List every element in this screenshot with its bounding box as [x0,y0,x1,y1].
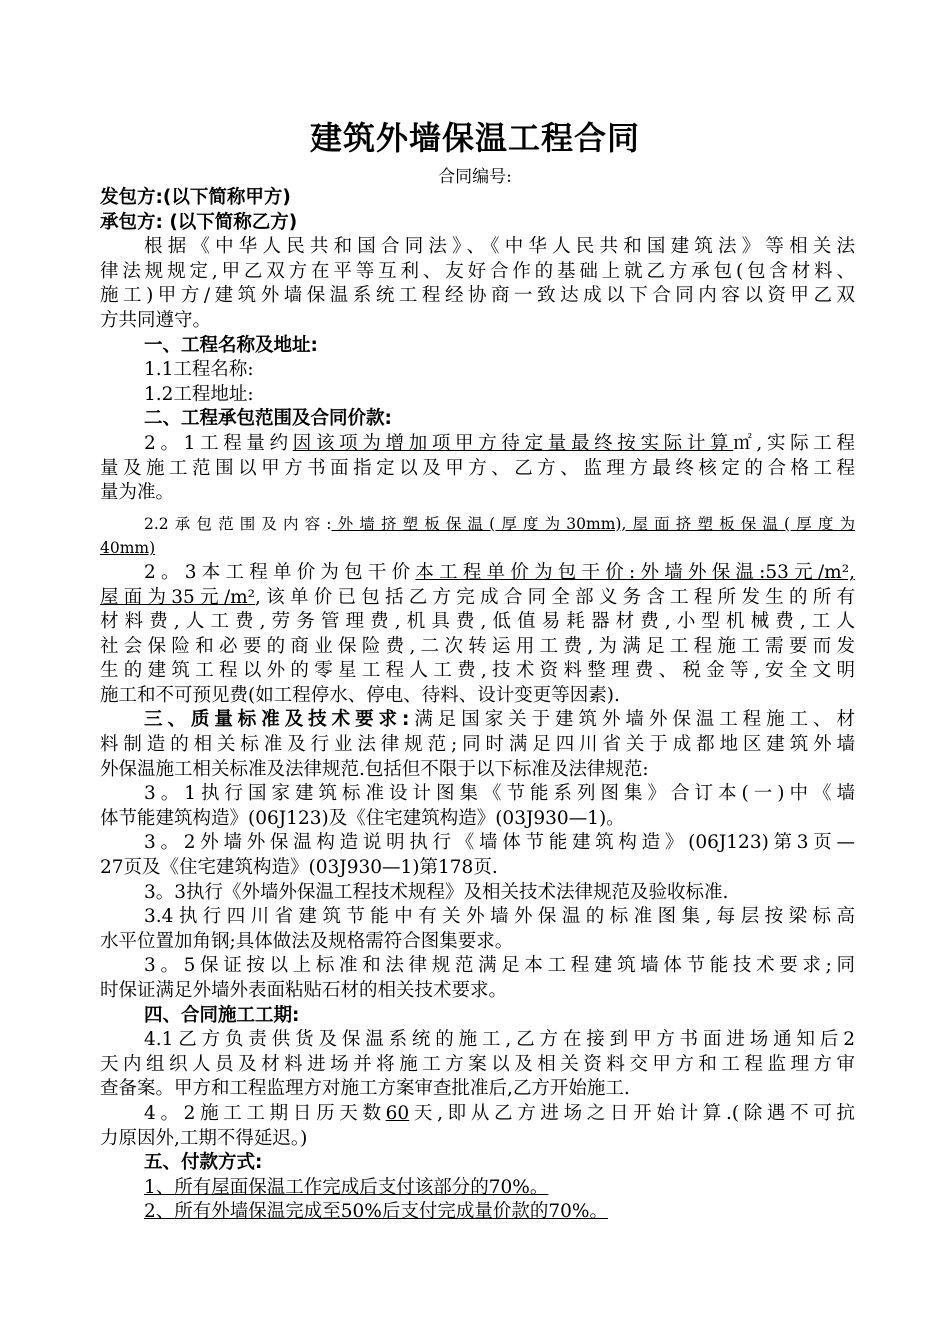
clause-2-2 [100,512,855,537]
underlined-text: 外墙挤塑板保温(厚度为30mm),屋面挤塑板保温(厚度为 [331,514,855,533]
clause-2-1 [100,432,855,457]
underlined-text: 屋面为35元/m² [100,586,256,608]
clause-line: 施工和不可预见费(如工程停水、停电、待料、设计变更等因素). [100,684,620,706]
clause-line: 时保证满足外墙外表面粘贴石材的相关技术要求。 [100,980,508,1001]
clause-line: 社会保险和必要的商业保险费,二次转运用工费,为满足工程施工需要而发 [100,635,855,657]
clause-line: 外保温施工相关标准及法律规范.包括但不限于以下标准及法律规范: [100,758,649,780]
clause-line: 3。1执行国家建筑标准设计图集《节能系列图集》合订本(一)中《墙 [144,783,855,805]
underlined-text: 因该项为增加项甲方待定量最终按实际计算 [292,432,734,454]
intro-line: 方共同遵守。 [100,309,212,331]
underlined-text: 本工程单价为包干价:外墙外保温:53元/m², [415,561,855,583]
section-heading: 三、质量标准及技术要求: [144,709,410,731]
clause-text: 满足国家关于建筑外墙外保温工程施工、材 [409,709,855,731]
clause-line: 3.4执行四川省建筑节能中有关外墙外保温的标准图集,每层按梁标高 [144,906,855,928]
section-heading: 一、工程名称及地址: [144,334,318,356]
underlined-text: 1、所有屋面保温工作完成后支付该部分的70%。 [144,1176,549,1198]
underlined-text: 2、所有外墙保温完成至50%后支付完成量价款的70%。 [144,1201,609,1223]
clause-line: 27页及《住宅建筑构造》(03J930—1)第178页. [100,857,498,879]
clause-text: 2.2承包范围及内容: [144,514,332,533]
clause-text: 4。2施工工期日历天数 [144,1102,386,1124]
clause-line: 量及施工范围以甲方书面指定以及甲方、乙方、监理方最终核定的合格工程 [100,457,855,479]
clause-line: 3。5保证按以上标准和法律规范满足本工程建筑墙体节能技术要求;同 [144,955,855,977]
section-heading: 二、工程承包范围及合同价款: [144,408,392,430]
clause-4-2 [100,1102,855,1127]
clause-text: 2。3本工程单价为包干价 [144,561,416,583]
intro-line: 根据《中华人民共和国合同法》、《中华人民共和国建筑法》等相关法 [144,236,855,258]
intro-line: 律法规规定,甲乙双方在平等互利、友好合作的基础上就乙方承包(包含材料、 [100,260,855,282]
clause-line: 4.1乙方负责供货及保温系统的施工,乙方在接到甲方书面进场通知后2 [144,1029,855,1051]
document-body [100,186,855,1225]
clause-line: 天内组织人员及材料进场并将施工方案以及相关资料交甲方和工程监理方审 [100,1053,855,1075]
clause-line: 量为准。 [100,482,175,504]
clause-text: 2。1工程量约 [144,432,293,454]
clause-text: ㎡,实际工程 [733,432,855,454]
section-heading: 五、付款方式: [144,1152,263,1174]
clause-line: 3。3执行《外墙外保温工程技术规程》及相关技术法律规范及验收标准. [144,881,729,903]
clause-line: 材料费,人工费,劳务管理费,机具费,低值易耗器材费,小型机械费,工人 [100,611,855,633]
underlined-text: 40mm) [100,539,156,558]
clause-line: 力原因外,工期不得延迟。) [100,1127,308,1149]
clause-text: 天,即从乙方进场之日开始计算.(除遇不可抗 [409,1102,856,1124]
clause-line: 体节能建筑构造》(06J123)及《住宅建筑构造》(03J930—1)。 [100,807,625,829]
contract-number: 合同编号: [438,167,512,187]
clause-line [100,586,855,611]
clause-line: 水平位置加角钢;具体做法及规格需符合图集要求。 [100,930,514,952]
clause-line: 生的建筑工程以外的零星工程人工费,技术资料整理费、税金等,安全文明 [100,660,855,682]
payment-item [100,1200,855,1225]
clause-line: 料制造的相关标准及行业法律规范;同时满足四川省关于成都地区建筑外墙 [100,734,855,756]
section-heading: 四、合同施工工期: [144,1004,300,1026]
party-a: 发包方:(以下简称甲方) [100,187,291,208]
intro-line: 施工)甲方/建筑外墙保温系统工程经协商一致达成以下合同内容以资甲乙双 [100,285,855,307]
party-b: 承包方: (以下简称乙方) [100,211,298,233]
document-title: 建筑外墙保温工程合同 [309,119,640,157]
project-address: 1.2工程地址: [144,383,254,405]
duration-days: 60 [385,1102,410,1124]
clause-line: 3。2外墙外保温构造说明执行《墙体节能建筑构造》(06J123)第3页— [144,832,855,854]
clause-line: 查备案。甲方和工程监理方对施工方案审查批准后,乙方开始施工. [100,1078,630,1100]
clause-2-3 [100,561,855,586]
payment-item [100,1176,855,1201]
clause-text: ,该单价已包括乙方完成合同全部义务含工程所发生的所有 [255,586,855,608]
section-3-first-line [100,708,855,733]
project-name: 1.1工程名称: [144,359,254,381]
